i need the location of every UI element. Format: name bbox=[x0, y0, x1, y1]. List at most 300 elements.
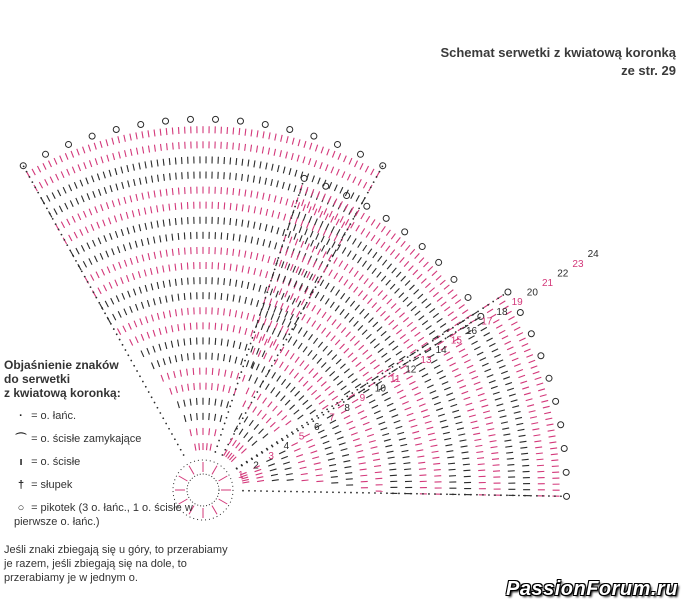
stitch-mark bbox=[266, 163, 267, 170]
chain-dot bbox=[387, 369, 389, 371]
stitch-mark bbox=[241, 449, 246, 454]
stitch-mark bbox=[331, 336, 336, 341]
stitch-mark bbox=[132, 273, 134, 280]
stitch-mark bbox=[522, 459, 529, 460]
stitch-mark bbox=[514, 327, 520, 330]
stitch-mark bbox=[454, 416, 461, 418]
chain-dot bbox=[287, 229, 289, 231]
stitch-mark bbox=[320, 221, 323, 227]
stitch-mark bbox=[331, 226, 334, 232]
stitch-mark bbox=[268, 256, 270, 263]
stitch-mark bbox=[257, 238, 259, 245]
chain-dot bbox=[530, 495, 532, 497]
stitch-mark bbox=[280, 362, 284, 368]
chain-dot bbox=[274, 268, 276, 270]
stitch-mark bbox=[301, 269, 304, 275]
stitch-mark bbox=[239, 128, 240, 135]
stitch-mark bbox=[246, 360, 248, 367]
stitch-mark bbox=[336, 359, 341, 364]
stitch-mark bbox=[374, 343, 379, 347]
stitch-mark bbox=[434, 470, 441, 471]
stitch-mark bbox=[286, 136, 288, 143]
stitch-mark bbox=[455, 300, 461, 304]
stitch-mark bbox=[496, 325, 502, 328]
stitch-mark bbox=[401, 241, 405, 246]
stitch-mark bbox=[260, 161, 261, 168]
stitch-mark bbox=[47, 195, 50, 201]
chain-dot bbox=[317, 417, 319, 419]
stitch-mark bbox=[315, 145, 317, 152]
stitch-mark bbox=[345, 219, 348, 225]
stitch-mark bbox=[353, 439, 360, 441]
stitch-mark bbox=[163, 220, 164, 227]
stitch-mark bbox=[104, 187, 106, 194]
chain-dot bbox=[69, 249, 71, 251]
chain-dot bbox=[110, 323, 112, 325]
stitch-mark bbox=[67, 169, 70, 175]
chain-dot bbox=[81, 270, 83, 272]
stitch-mark bbox=[432, 396, 439, 399]
stitch-mark bbox=[417, 456, 424, 457]
row-number-label: 4 bbox=[283, 441, 290, 453]
stitch-mark bbox=[378, 348, 384, 352]
stitch-mark bbox=[58, 190, 61, 196]
chain-dot bbox=[392, 366, 394, 368]
watermark: PassionForum.ru bbox=[506, 578, 678, 600]
stitch-mark bbox=[485, 417, 492, 419]
stitch-mark bbox=[451, 317, 457, 321]
stitch-mark bbox=[364, 313, 369, 318]
picot-mark bbox=[561, 445, 567, 451]
stitch-mark bbox=[96, 272, 99, 278]
stitch-mark bbox=[254, 206, 255, 213]
stitch-mark bbox=[419, 258, 424, 263]
stitch-mark bbox=[429, 308, 435, 312]
chain-dot bbox=[341, 399, 343, 401]
chain-dot bbox=[98, 302, 100, 304]
chain-dot bbox=[303, 307, 305, 309]
stitch-mark bbox=[366, 216, 370, 222]
chain-dot bbox=[261, 451, 263, 453]
chain-dot bbox=[329, 260, 331, 262]
chain-dot bbox=[462, 320, 464, 322]
chain-dot bbox=[276, 263, 278, 265]
stitch-mark bbox=[244, 416, 248, 422]
stitch-mark bbox=[145, 161, 146, 168]
stitch-mark bbox=[353, 254, 357, 260]
stitch-mark bbox=[136, 132, 137, 139]
stitch-mark bbox=[315, 469, 322, 470]
stitch-mark bbox=[178, 324, 179, 331]
stitch-mark bbox=[414, 437, 421, 439]
stitch-mark bbox=[365, 166, 368, 172]
chain-dot bbox=[281, 246, 283, 248]
chain-dot bbox=[446, 493, 448, 495]
stitch-mark bbox=[358, 291, 362, 296]
chain-dot bbox=[560, 495, 562, 497]
stitch-mark bbox=[386, 280, 391, 285]
stitch-mark bbox=[121, 277, 124, 284]
stitch-mark bbox=[459, 349, 465, 352]
chain-dot bbox=[314, 491, 316, 493]
stitch-mark bbox=[144, 208, 145, 215]
legend-heading bbox=[4, 358, 234, 400]
stitch-mark bbox=[348, 374, 354, 378]
stitch-mark bbox=[269, 356, 272, 362]
stitch-mark bbox=[118, 199, 120, 206]
stitch-mark bbox=[245, 251, 246, 258]
stitch-mark bbox=[371, 219, 375, 225]
stitch-mark bbox=[172, 127, 173, 134]
stitch-mark bbox=[464, 397, 471, 399]
stitch-mark bbox=[141, 239, 143, 246]
chain-dot bbox=[434, 493, 436, 495]
stitch-mark bbox=[167, 143, 168, 150]
stitch-mark bbox=[175, 309, 176, 316]
stitch-mark bbox=[385, 316, 390, 321]
stitch-mark bbox=[487, 375, 494, 378]
chain-dot bbox=[58, 228, 60, 230]
row-number-label: 8 bbox=[344, 402, 350, 414]
row-number-label: 14 bbox=[435, 345, 447, 357]
stitch-mark bbox=[181, 263, 182, 270]
stitch-mark bbox=[324, 208, 327, 214]
row-number-label: 9 bbox=[359, 393, 366, 405]
chain-dot bbox=[296, 428, 298, 430]
stitch-mark bbox=[158, 175, 159, 182]
stitch-mark bbox=[242, 174, 243, 181]
stitch-mark bbox=[323, 194, 326, 200]
stitch-mark bbox=[251, 298, 253, 305]
stitch-mark bbox=[485, 369, 491, 372]
picot-mark bbox=[553, 398, 559, 404]
stitch-mark bbox=[245, 344, 247, 351]
stitch-mark bbox=[154, 237, 155, 244]
stitch-mark bbox=[303, 304, 306, 310]
stitch-mark bbox=[262, 366, 265, 372]
stitch-mark bbox=[229, 309, 230, 316]
stitch-mark bbox=[321, 362, 326, 367]
stitch-mark bbox=[274, 195, 276, 202]
picot-mark bbox=[528, 331, 534, 337]
stitch-mark bbox=[218, 278, 219, 285]
stitch-mark bbox=[112, 248, 114, 255]
stitch-mark bbox=[321, 382, 326, 387]
stitch-mark bbox=[466, 403, 473, 405]
stitch-mark bbox=[215, 323, 216, 330]
stitch-mark bbox=[355, 405, 361, 408]
stitch-mark bbox=[501, 371, 508, 374]
picot-mark bbox=[334, 141, 340, 147]
stitch-mark bbox=[363, 182, 366, 188]
stitch-mark bbox=[375, 472, 382, 473]
stitch-mark bbox=[327, 239, 330, 245]
chain-dot bbox=[290, 217, 292, 219]
stitch-mark bbox=[150, 268, 152, 275]
picot-icon: ○ bbox=[17, 502, 25, 514]
chain-dot bbox=[379, 171, 381, 173]
stitch-mark bbox=[344, 415, 350, 418]
chain-dot bbox=[66, 244, 68, 246]
stitch-mark bbox=[83, 147, 85, 154]
stitch-mark bbox=[130, 149, 131, 156]
stitch-mark bbox=[369, 440, 376, 442]
stitch-mark bbox=[257, 480, 264, 481]
stitch-mark bbox=[440, 323, 446, 327]
stitch-mark bbox=[182, 308, 183, 315]
stitch-mark bbox=[477, 458, 484, 459]
stitch-mark bbox=[39, 182, 42, 188]
stitch-mark bbox=[540, 395, 547, 397]
stitch-mark bbox=[324, 267, 327, 273]
stitch-mark bbox=[56, 174, 59, 180]
stitch-mark bbox=[49, 211, 52, 217]
stitch-mark bbox=[248, 436, 253, 441]
stitch-mark bbox=[311, 189, 313, 196]
stitch-mark bbox=[251, 191, 252, 198]
stitch-mark bbox=[237, 373, 239, 380]
stitch-mark bbox=[357, 257, 361, 263]
stitch-mark bbox=[151, 206, 152, 213]
chain-dot bbox=[341, 239, 343, 241]
stitch-mark bbox=[340, 187, 343, 193]
stitch-mark bbox=[329, 465, 336, 466]
fan-top-right bbox=[214, 175, 483, 472]
stitch-mark bbox=[239, 234, 240, 241]
stitch-mark bbox=[123, 326, 126, 332]
chain-dot bbox=[52, 218, 54, 220]
stitch-mark bbox=[239, 342, 241, 349]
stitch-mark bbox=[444, 387, 450, 390]
chain-dot bbox=[364, 197, 366, 199]
stitch-mark bbox=[151, 160, 152, 167]
stitch-mark bbox=[412, 387, 418, 390]
stitch-mark bbox=[499, 301, 505, 305]
stitch-mark bbox=[350, 301, 354, 306]
stitch-mark bbox=[341, 386, 347, 390]
stitch-mark bbox=[347, 421, 353, 424]
stitch-mark bbox=[125, 150, 127, 157]
stitch-mark bbox=[426, 326, 432, 330]
stitch-mark bbox=[516, 370, 523, 372]
stitch-mark bbox=[159, 328, 161, 335]
stitch-mark bbox=[500, 416, 507, 418]
picot-mark bbox=[66, 141, 72, 147]
stitch-mark bbox=[311, 451, 318, 453]
stitch-mark bbox=[253, 176, 254, 183]
stitch-mark bbox=[116, 184, 118, 191]
chain-dot bbox=[242, 417, 244, 419]
chain-dot bbox=[320, 491, 322, 493]
stitch-mark bbox=[315, 292, 319, 298]
stitch-mark bbox=[426, 427, 433, 429]
stitch-mark bbox=[98, 238, 101, 244]
stitch-mark bbox=[289, 168, 291, 175]
stitch-mark bbox=[257, 130, 258, 137]
stitch-mark bbox=[344, 280, 348, 286]
stitch-mark bbox=[109, 218, 111, 225]
stitch-mark bbox=[372, 405, 378, 408]
stitch-mark bbox=[433, 313, 439, 317]
chain-dot bbox=[506, 494, 508, 496]
stitch-mark bbox=[274, 427, 279, 431]
stitch-mark bbox=[301, 299, 304, 305]
stitch-mark bbox=[402, 401, 408, 404]
stitch-mark bbox=[450, 404, 457, 406]
stitch-mark bbox=[325, 386, 330, 390]
chain-dot bbox=[321, 412, 323, 414]
stitch-mark bbox=[304, 271, 307, 277]
stitch-mark bbox=[307, 272, 310, 278]
stitch-mark bbox=[154, 191, 155, 198]
stitch-mark bbox=[504, 440, 511, 441]
legend-item-text: = o. łańc. bbox=[31, 410, 77, 422]
stitch-mark bbox=[87, 193, 90, 200]
stitch-mark bbox=[233, 341, 234, 348]
stitch-mark bbox=[463, 470, 470, 471]
stitch-mark bbox=[362, 261, 366, 267]
stitch-mark bbox=[127, 165, 129, 172]
stitch-mark bbox=[292, 443, 298, 446]
stitch-mark bbox=[536, 459, 543, 460]
stitch-mark bbox=[275, 243, 277, 250]
stitch-mark bbox=[397, 390, 403, 393]
stitch-mark bbox=[545, 418, 552, 419]
stitch-mark bbox=[304, 364, 309, 369]
stitch-mark bbox=[406, 245, 411, 250]
stitch-mark bbox=[114, 216, 116, 223]
stitch-mark bbox=[531, 423, 538, 424]
stitch-mark bbox=[227, 340, 228, 347]
chain-dot bbox=[257, 320, 259, 322]
stitch-mark bbox=[522, 343, 528, 346]
chain-dot bbox=[122, 344, 124, 346]
chain-dot bbox=[524, 495, 526, 497]
stitch-mark bbox=[105, 301, 108, 307]
stitch-mark bbox=[122, 293, 125, 299]
stitch-mark bbox=[43, 163, 46, 169]
stitch-mark bbox=[441, 426, 448, 428]
stitch-mark bbox=[121, 229, 123, 236]
stitch-mark bbox=[275, 344, 278, 350]
stitch-mark bbox=[396, 351, 402, 355]
stitch-mark bbox=[518, 375, 525, 377]
stitch-mark bbox=[269, 241, 271, 248]
stitch-mark bbox=[458, 434, 465, 435]
chain-dot bbox=[518, 495, 520, 497]
stitch-mark bbox=[519, 338, 525, 341]
stitch-mark bbox=[102, 269, 105, 275]
stitch-mark bbox=[130, 306, 133, 313]
stitch-mark bbox=[502, 336, 508, 339]
stitch-mark bbox=[422, 299, 427, 304]
stitch-mark bbox=[154, 145, 155, 152]
chain-dot bbox=[72, 255, 74, 257]
stitch-mark bbox=[409, 381, 415, 384]
stitch-mark bbox=[318, 178, 320, 185]
stitch-mark bbox=[462, 354, 468, 357]
stitch-mark bbox=[145, 223, 146, 230]
stitch-mark bbox=[389, 341, 395, 345]
chain-dot bbox=[240, 371, 242, 373]
stitch-mark bbox=[245, 129, 246, 136]
stitch-mark bbox=[355, 305, 360, 310]
stitch-mark bbox=[271, 474, 278, 475]
stitch-mark bbox=[273, 406, 278, 411]
stitch-mark bbox=[239, 143, 240, 150]
stitch-mark bbox=[136, 256, 138, 263]
stitch-mark bbox=[169, 265, 170, 272]
stitch-mark bbox=[256, 253, 258, 260]
stitch-mark bbox=[373, 252, 377, 258]
stitch-mark bbox=[103, 172, 105, 179]
picot-mark bbox=[546, 375, 552, 381]
stitch-mark bbox=[393, 325, 398, 330]
chain-dot bbox=[472, 314, 474, 316]
fan-right bbox=[236, 289, 570, 499]
stitch-mark bbox=[361, 213, 365, 219]
stitch-mark bbox=[318, 206, 321, 212]
stitch-mark bbox=[298, 461, 305, 463]
diagram-title-line1: Schemat serwetki z kwiatową koronką bbox=[440, 45, 676, 60]
chain-dot bbox=[277, 354, 279, 356]
stitch-mark bbox=[265, 339, 268, 345]
stitch-mark bbox=[414, 392, 420, 395]
stitch-mark bbox=[417, 398, 423, 401]
chain-dot bbox=[482, 494, 484, 496]
chain-dot bbox=[125, 349, 127, 351]
stitch-mark bbox=[321, 435, 327, 438]
stitch-mark bbox=[294, 185, 296, 192]
row-number-label: 24 bbox=[587, 249, 599, 261]
chain-dot bbox=[464, 494, 466, 496]
stitch-mark bbox=[280, 150, 282, 157]
chain-dot bbox=[500, 494, 502, 496]
chain-dot bbox=[429, 347, 431, 349]
stitch-mark bbox=[403, 317, 408, 321]
stitch-mark bbox=[376, 223, 380, 229]
chain-dot bbox=[37, 192, 39, 194]
stitch-mark bbox=[110, 233, 112, 240]
stitch-mark bbox=[258, 350, 261, 356]
chain-dot bbox=[460, 328, 462, 330]
stitch-mark bbox=[360, 309, 365, 314]
stitch-mark bbox=[499, 365, 505, 368]
stitch-mark bbox=[317, 377, 322, 382]
stitch-mark bbox=[457, 428, 464, 430]
stitch-mark bbox=[69, 235, 72, 241]
chain-dot bbox=[306, 302, 308, 304]
stitch-mark bbox=[380, 311, 385, 316]
stitch-mark bbox=[107, 267, 110, 273]
stitch-mark bbox=[172, 325, 173, 332]
stitch-mark bbox=[280, 197, 282, 204]
chain-dot bbox=[332, 491, 334, 493]
chain-dot bbox=[31, 181, 33, 183]
stitch-mark bbox=[289, 216, 291, 223]
picot-mark bbox=[517, 309, 523, 315]
chain-dot bbox=[409, 360, 411, 362]
chain-dot bbox=[414, 357, 416, 359]
stitch-mark bbox=[233, 325, 234, 332]
stitch-mark bbox=[185, 248, 186, 255]
chain-dot bbox=[368, 385, 370, 387]
stitch-mark bbox=[221, 323, 222, 330]
chain-dot bbox=[311, 418, 313, 420]
stitch-mark bbox=[320, 162, 322, 169]
stitch-mark bbox=[503, 377, 510, 379]
stitch-mark bbox=[48, 161, 51, 167]
